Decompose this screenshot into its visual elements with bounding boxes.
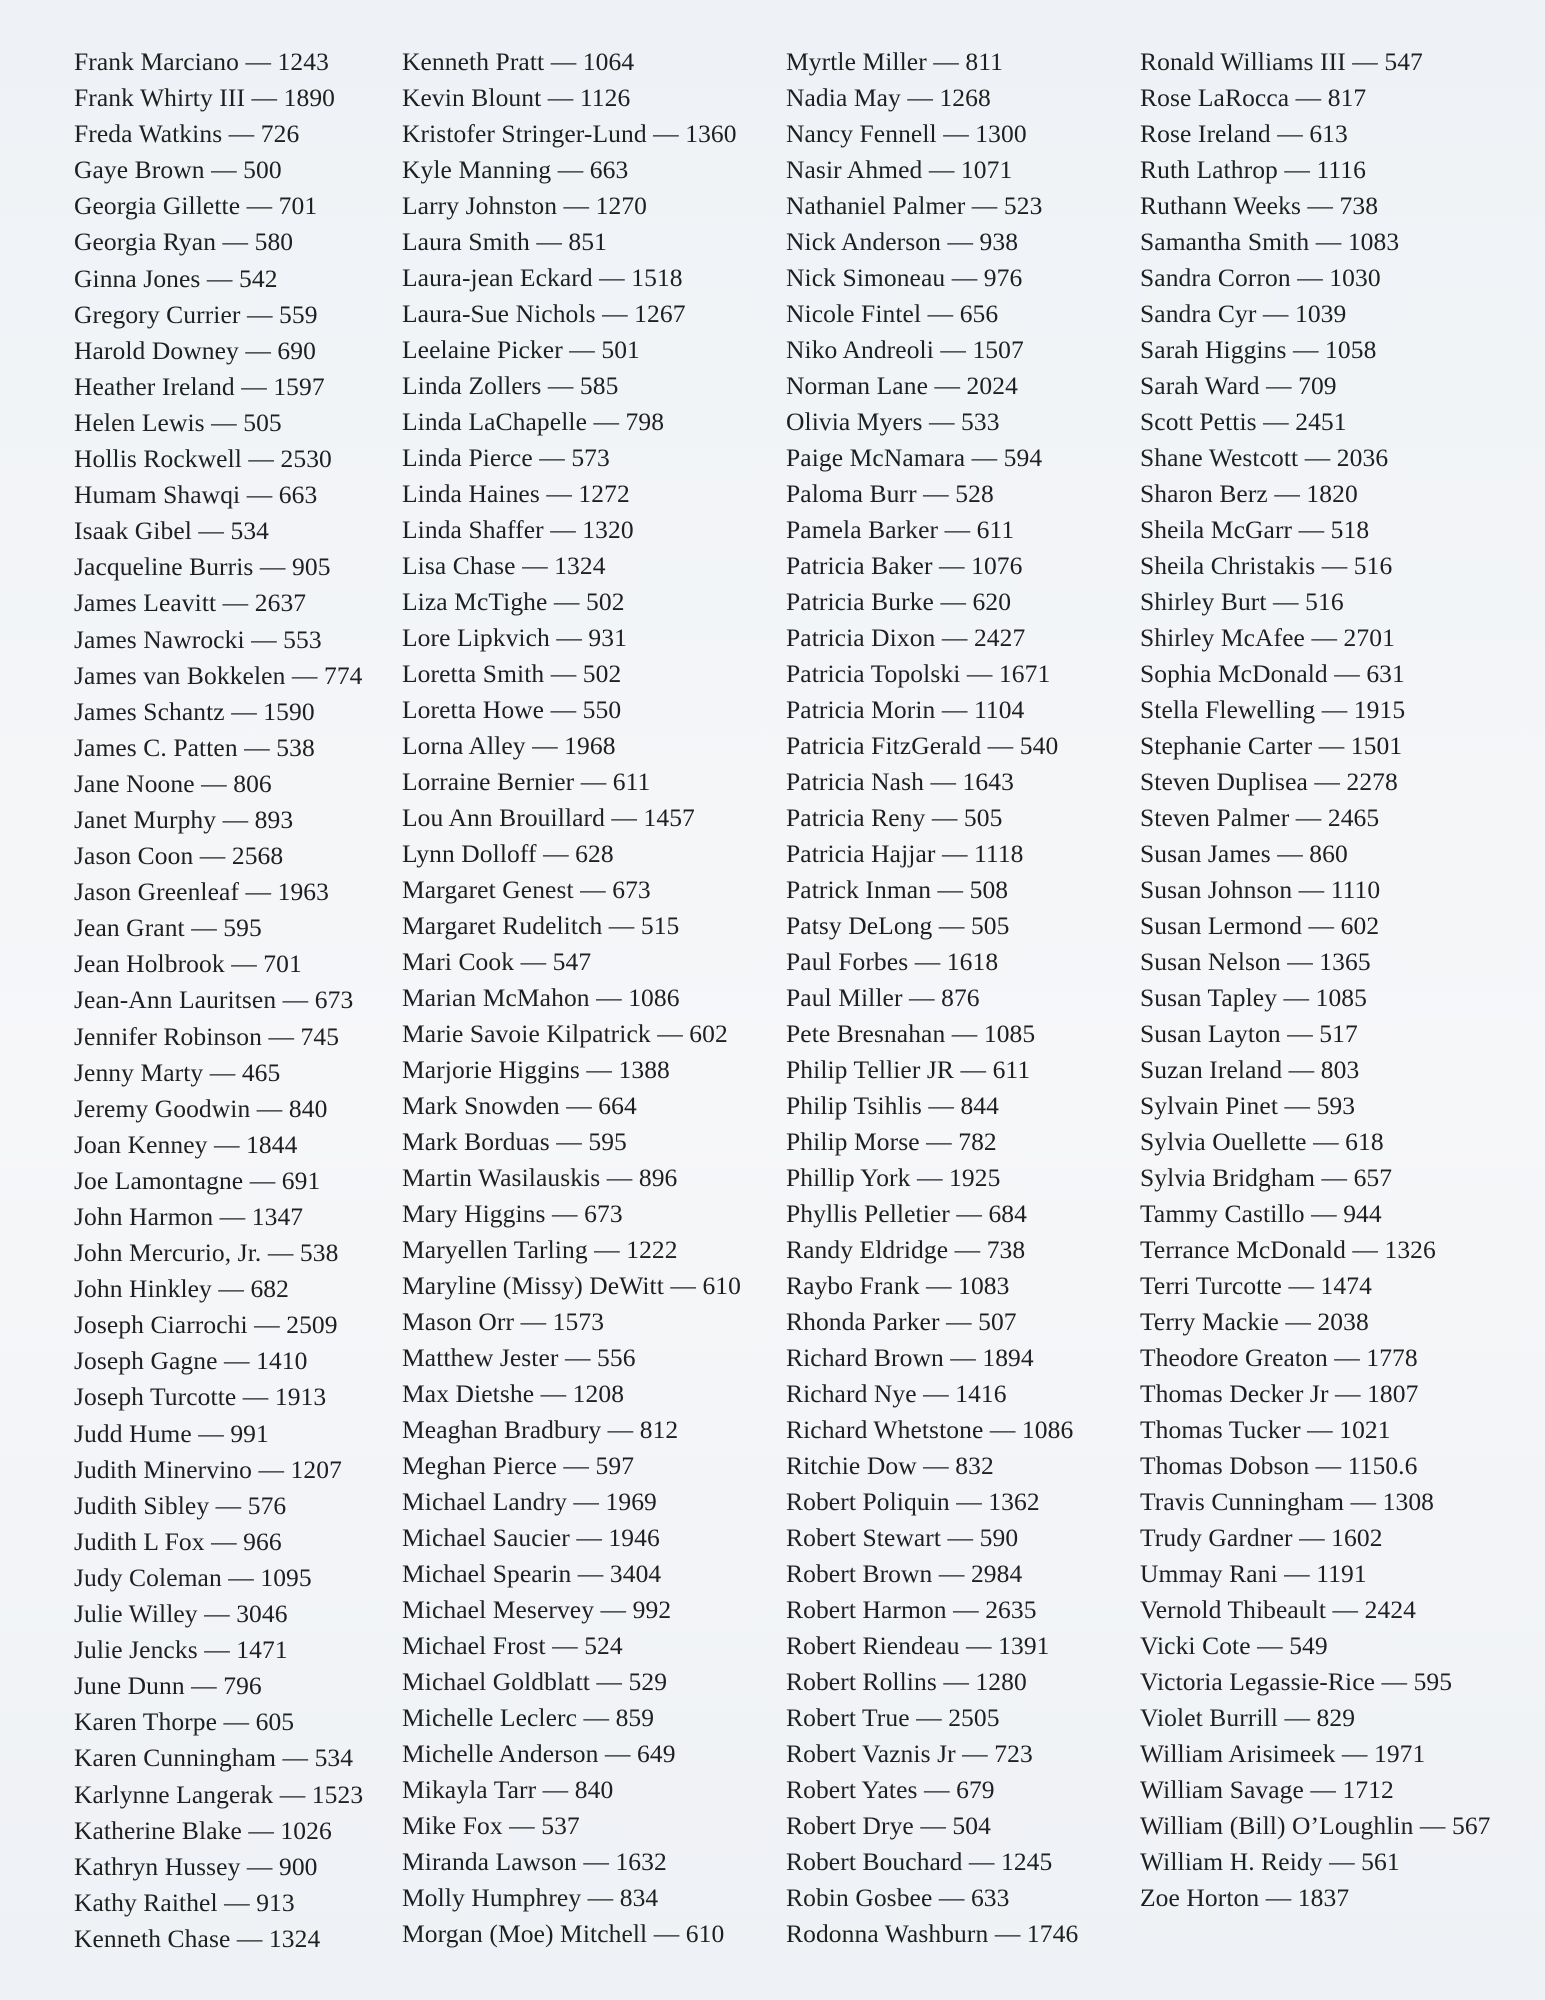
roster-entry: Paul Forbes — 1618	[786, 947, 999, 976]
roster-entry: Michelle Leclerc — 859	[402, 1703, 655, 1732]
roster-entry: Jason Coon — 2568	[74, 841, 284, 871]
roster-entry: Sandra Corron — 1030	[1140, 263, 1381, 292]
roster-entry: Patricia FitzGerald — 540	[786, 731, 1059, 760]
roster-entry: Margaret Genest — 673	[402, 875, 651, 904]
roster-entry: William Savage — 1712	[1140, 1775, 1394, 1804]
roster-entry: Loretta Howe — 550	[402, 695, 622, 724]
roster-entry: Judy Coleman — 1095	[74, 1562, 312, 1592]
roster-entry: Georgia Ryan — 580	[74, 227, 294, 257]
roster-entry: Victoria Legassie-Rice — 595	[1140, 1667, 1453, 1696]
roster-entry: Raybo Frank — 1083	[786, 1271, 1010, 1300]
roster-entry: Michael Spearin — 3404	[402, 1559, 662, 1588]
roster-entry: James Nawrocki — 553	[74, 624, 322, 654]
roster-entry: Randy Eldridge — 738	[786, 1235, 1026, 1264]
roster-entry: Judd Hume — 991	[74, 1418, 269, 1448]
roster-entry: Rose Ireland — 613	[1140, 119, 1348, 148]
roster-entry: Robert Stewart — 590	[786, 1523, 1019, 1552]
roster-entry: Humam Shawqi — 663	[74, 480, 318, 510]
roster-entry: Ummay Rani — 1191	[1140, 1559, 1367, 1588]
roster-entry: Paige McNamara — 594	[786, 443, 1043, 472]
roster-entry: Rhonda Parker — 507	[786, 1307, 1017, 1336]
roster-entry: Patricia Nash — 1643	[786, 767, 1014, 796]
roster-entry: Ginna Jones — 542	[74, 263, 278, 293]
roster-entry: Jane Noone — 806	[74, 768, 272, 798]
roster-entry: Patricia Dixon — 2427	[786, 623, 1026, 652]
roster-entry: Travis Cunningham — 1308	[1140, 1487, 1435, 1516]
roster-entry: Nasir Ahmed — 1071	[786, 155, 1013, 184]
roster-entry: Lorraine Bernier — 611	[402, 767, 651, 796]
roster-entry: Marian McMahon — 1086	[402, 983, 680, 1012]
roster-entry: Kathy Raithel — 913	[74, 1887, 295, 1917]
roster-column-3	[786, 44, 1078, 1952]
roster-entry: Robert Brown — 2984	[786, 1559, 1023, 1588]
roster-entry: John Harmon — 1347	[74, 1202, 304, 1231]
roster-entry: Linda Haines — 1272	[402, 479, 630, 508]
roster-entry: John Hinkley — 682	[74, 1274, 290, 1304]
roster-entry: Patricia Morin — 1104	[786, 695, 1025, 724]
roster-entry: Judith Sibley — 576	[74, 1490, 287, 1520]
roster-entry: Jeremy Goodwin — 840	[74, 1093, 328, 1123]
roster-entry: Robert Poliquin — 1362	[786, 1487, 1040, 1516]
roster-column-4	[1140, 44, 1491, 1916]
roster-entry: Matthew Jester — 556	[402, 1343, 636, 1372]
roster-entry: Maryellen Tarling — 1222	[402, 1235, 678, 1264]
roster-entry: John Mercurio, Jr. — 538	[74, 1238, 339, 1268]
roster-entry: William Arisimeek — 1971	[1140, 1739, 1426, 1768]
roster-entry: Harold Downey — 690	[74, 335, 316, 365]
roster-entry: Mary Higgins — 673	[402, 1199, 623, 1228]
roster-entry: Jean Grant — 595	[74, 913, 262, 943]
roster-entry: Lorna Alley — 1968	[402, 731, 616, 760]
roster-entry: Phyllis Pelletier — 684	[786, 1199, 1028, 1228]
roster-entry: Robert Yates — 679	[786, 1775, 995, 1804]
roster-entry: Loretta Smith — 502	[402, 659, 622, 688]
roster-entry: Joan Kenney — 1844	[74, 1129, 298, 1159]
roster-entry: Margaret Rudelitch — 515	[402, 911, 680, 940]
roster-entry: Karlynne Langerak — 1523	[74, 1779, 364, 1809]
roster-entry: June Dunn — 796	[74, 1671, 262, 1701]
roster-entry: Heather Ireland — 1597	[74, 371, 325, 401]
roster-entry: Vicki Cote — 549	[1140, 1631, 1328, 1660]
roster-entry: Thomas Dobson — 1150.6	[1140, 1451, 1418, 1480]
roster-entry: Kristofer Stringer-Lund — 1360	[402, 119, 737, 148]
roster-entry: Joseph Turcotte — 1913	[74, 1382, 327, 1412]
roster-entry: Philip Tsihlis — 844	[786, 1091, 999, 1120]
roster-entry: Shirley McAfee — 2701	[1140, 623, 1395, 652]
roster-entry: Mike Fox — 537	[402, 1811, 580, 1840]
roster-entry: Scott Pettis — 2451	[1140, 407, 1347, 436]
roster-entry: Ritchie Dow — 832	[786, 1451, 994, 1480]
roster-entry: Max Dietshe — 1208	[402, 1379, 625, 1408]
roster-entry: Paloma Burr — 528	[786, 479, 994, 508]
roster-entry: Jean-Ann Lauritsen — 673	[74, 985, 354, 1015]
roster-entry: Robert True — 2505	[786, 1703, 1000, 1732]
roster-entry: Nadia May — 1268	[786, 83, 991, 112]
roster-entry: Philip Morse — 782	[786, 1127, 997, 1156]
roster-entry: Linda Shaffer — 1320	[402, 515, 634, 544]
roster-entry: James Leavitt — 2637	[74, 588, 307, 618]
roster-entry: Ruthann Weeks — 738	[1140, 191, 1379, 220]
roster-entry: Judith L Fox — 966	[74, 1526, 282, 1556]
roster-entry: Sheila Christakis — 516	[1140, 551, 1393, 580]
roster-entry: Myrtle Miller — 811	[786, 47, 1003, 76]
roster-entry: Nick Simoneau — 976	[786, 263, 1023, 292]
roster-entry: Suzan Ireland — 803	[1140, 1055, 1360, 1084]
roster-entry: Michael Frost — 524	[402, 1631, 623, 1660]
roster-entry: Kenneth Chase — 1324	[74, 1923, 321, 1953]
roster-entry: Robert Harmon — 2635	[786, 1595, 1037, 1624]
roster-entry: Robert Vaznis Jr — 723	[786, 1739, 1033, 1768]
roster-entry: Olivia Myers — 533	[786, 407, 1000, 436]
roster-entry: Nathaniel Palmer — 523	[786, 191, 1043, 220]
roster-entry: Ruth Lathrop — 1116	[1140, 155, 1366, 184]
roster-entry: Steven Duplisea — 2278	[1140, 767, 1398, 796]
roster-entry: Patricia Hajjar — 1118	[786, 839, 1024, 868]
roster-entry: Shirley Burt — 516	[1140, 587, 1344, 616]
roster-entry: James C. Patten — 538	[74, 732, 315, 762]
roster-entry: Laura Smith — 851	[402, 227, 607, 256]
roster-entry: Hollis Rockwell — 2530	[74, 444, 332, 474]
roster-entry: Liza McTighe — 502	[402, 587, 625, 616]
roster-entry: Sharon Berz — 1820	[1140, 479, 1358, 508]
roster-entry: William H. Reidy — 561	[1140, 1847, 1400, 1876]
roster-entry: Frank Whirty III — 1890	[74, 83, 336, 113]
roster-entry: Jason Greenleaf — 1963	[74, 877, 329, 907]
roster-entry: Laura-Sue Nichols — 1267	[402, 299, 686, 328]
roster-entry: Gaye Brown — 500	[74, 155, 282, 185]
roster-entry: Helen Lewis — 505	[74, 407, 282, 437]
roster-entry: Susan James — 860	[1140, 839, 1348, 868]
roster-entry: Patricia Burke — 620	[786, 587, 1012, 616]
roster-entry: Michael Goldblatt — 529	[402, 1667, 668, 1696]
roster-entry: Robert Rollins — 1280	[786, 1667, 1027, 1696]
roster-entry: Sarah Higgins — 1058	[1140, 335, 1377, 364]
roster-entry: Patricia Baker — 1076	[786, 551, 1023, 580]
roster-entry: Michelle Anderson — 649	[402, 1739, 676, 1768]
roster-entry: Linda Zollers — 585	[402, 371, 619, 400]
roster-entry: Maryline (Missy) DeWitt — 610	[402, 1271, 741, 1300]
roster-entry: Shane Westcott — 2036	[1140, 443, 1389, 472]
roster-entry: Joseph Ciarrochi — 2509	[74, 1310, 338, 1340]
roster-entry: Linda Pierce — 573	[402, 443, 610, 472]
roster-entry: Morgan (Moe) Mitchell — 610	[402, 1919, 725, 1948]
roster-entry: Marjorie Higgins — 1388	[402, 1055, 670, 1084]
roster-entry: Robin Gosbee — 633	[786, 1883, 1010, 1912]
roster-entry: Kevin Blount — 1126	[402, 83, 631, 112]
roster-entry: Sophia McDonald — 631	[1140, 659, 1405, 688]
roster-entry: Mark Borduas — 595	[402, 1127, 627, 1156]
roster-entry: Jacqueline Burris — 905	[74, 552, 331, 582]
roster-entry: Sarah Ward — 709	[1140, 371, 1337, 400]
roster-entry: Lore Lipkvich — 931	[402, 623, 627, 652]
roster-entry: Nick Anderson — 938	[786, 227, 1019, 256]
roster-entry: Jean Holbrook — 701	[74, 949, 302, 979]
roster-entry: Linda LaChapelle — 798	[402, 407, 665, 436]
roster-entry: Joe Lamontagne — 691	[74, 1165, 321, 1195]
roster-entry: Lynn Dolloff — 628	[402, 839, 614, 868]
roster-entry: Robert Riendeau — 1391	[786, 1631, 1050, 1660]
roster-entry: Terrance McDonald — 1326	[1140, 1235, 1436, 1264]
roster-entry: Miranda Lawson — 1632	[402, 1847, 667, 1876]
roster-entry: Karen Thorpe — 605	[74, 1707, 295, 1737]
roster-entry: Rodonna Washburn — 1746	[786, 1919, 1079, 1948]
roster-entry: Philip Tellier JR — 611	[786, 1055, 1031, 1084]
roster-entry: Vernold Thibeault — 2424	[1140, 1595, 1417, 1624]
roster-entry: Katherine Blake — 1026	[74, 1815, 332, 1845]
roster-entry: Terry Mackie — 2038	[1140, 1307, 1369, 1336]
roster-entry: Julie Jencks — 1471	[74, 1635, 288, 1665]
roster-entry: Norman Lane — 2024	[786, 371, 1018, 400]
roster-entry: Laura-jean Eckard — 1518	[402, 263, 683, 292]
roster-entry: Richard Nye — 1416	[786, 1379, 1007, 1408]
roster-entry: Theodore Greaton — 1778	[1140, 1343, 1418, 1372]
roster-entry: Freda Watkins — 726	[74, 119, 300, 149]
roster-entry: Kenneth Pratt — 1064	[402, 47, 635, 76]
roster-entry: Patsy DeLong — 505	[786, 911, 1010, 940]
roster-entry: Sheila McGarr — 518	[1140, 515, 1370, 544]
roster-entry: Susan Layton — 517	[1140, 1019, 1358, 1048]
roster-entry: Michael Meservey — 992	[402, 1595, 672, 1624]
roster-entry: Joseph Gagne — 1410	[74, 1346, 308, 1376]
roster-entry: Michael Landry — 1969	[402, 1487, 657, 1516]
roster-entry: Michael Saucier — 1946	[402, 1523, 660, 1552]
roster-entry: James Schantz — 1590	[74, 696, 315, 726]
roster-entry: Jenny Marty — 465	[74, 1057, 281, 1087]
roster-column-2	[402, 44, 741, 1952]
roster-entry: Robert Drye — 504	[786, 1811, 991, 1840]
roster-entry: Molly Humphrey — 834	[402, 1883, 659, 1912]
roster-entry: Thomas Decker Jr — 1807	[1140, 1379, 1419, 1408]
roster-entry: Zoe Horton — 1837	[1140, 1883, 1350, 1912]
roster-entry: Leelaine Picker — 501	[402, 335, 640, 364]
roster-entry: Violet Burrill — 829	[1140, 1703, 1356, 1732]
roster-entry: Sylvain Pinet — 593	[1140, 1091, 1356, 1120]
roster-entry: Martin Wasilauskis — 896	[402, 1163, 678, 1192]
roster-entry: Mason Orr — 1573	[402, 1307, 605, 1336]
roster-entry: Tammy Castillo — 944	[1140, 1199, 1382, 1228]
roster-entry: Stephanie Carter — 1501	[1140, 731, 1403, 760]
roster-entry: Marie Savoie Kilpatrick — 602	[402, 1019, 728, 1048]
roster-entry: Trudy Gardner — 1602	[1140, 1523, 1383, 1552]
roster-entry: Kathryn Hussey — 900	[74, 1851, 318, 1881]
roster-entry: Pamela Barker — 611	[786, 515, 1015, 544]
roster-entry: Gregory Currier — 559	[74, 299, 318, 329]
roster-entry: Lisa Chase — 1324	[402, 551, 606, 580]
roster-entry: Georgia Gillette — 701	[74, 191, 318, 221]
roster-entry: Meghan Pierce — 597	[402, 1451, 635, 1480]
roster-entry: Nicole Fintel — 656	[786, 299, 999, 328]
roster-entry: Susan Nelson — 1365	[1140, 947, 1371, 976]
roster-entry: Paul Miller — 876	[786, 983, 980, 1012]
roster-column-1	[74, 44, 363, 1957]
roster-entry: Samantha Smith — 1083	[1140, 227, 1400, 256]
roster-entry: Steven Palmer — 2465	[1140, 803, 1380, 832]
roster-entry: Richard Brown — 1894	[786, 1343, 1034, 1372]
roster-entry: Thomas Tucker — 1021	[1140, 1415, 1391, 1444]
roster-entry: Susan Tapley — 1085	[1140, 983, 1368, 1012]
roster-entry: Sandra Cyr — 1039	[1140, 299, 1347, 328]
roster-entry: Julie Willey — 3046	[74, 1599, 288, 1629]
roster-entry: Ronald Williams III — 547	[1140, 47, 1423, 76]
roster-entry: Mari Cook — 547	[402, 947, 592, 976]
roster-entry: Mikayla Tarr — 840	[402, 1775, 614, 1804]
roster-entry: Pete Bresnahan — 1085	[786, 1019, 1036, 1048]
roster-entry: Lou Ann Brouillard — 1457	[402, 803, 695, 832]
roster-entry: Richard Whetstone — 1086	[786, 1415, 1074, 1444]
roster-entry: Sylvia Bridgham — 657	[1140, 1163, 1393, 1192]
roster-entry: William (Bill) O’Loughlin — 567	[1140, 1811, 1491, 1840]
roster-entry: Mark Snowden — 664	[402, 1091, 637, 1120]
roster-entry: Sylvia Ouellette — 618	[1140, 1127, 1384, 1156]
roster-entry: Susan Johnson — 1110	[1140, 875, 1381, 904]
roster-entry: Patricia Topolski — 1671	[786, 659, 1051, 688]
roster-entry: Judith Minervino — 1207	[74, 1454, 342, 1484]
roster-entry: Jennifer Robinson — 745	[74, 1021, 340, 1051]
roster-entry: Niko Andreoli — 1507	[786, 335, 1024, 364]
roster-entry: Kyle Manning — 663	[402, 155, 629, 184]
roster-entry: Phillip York — 1925	[786, 1163, 1001, 1192]
roster-entry: Susan Lermond — 602	[1140, 911, 1380, 940]
roster-entry: Rose LaRocca — 817	[1140, 83, 1367, 112]
roster-entry: Karen Cunningham — 534	[74, 1743, 354, 1773]
roster-entry: Patricia Reny — 505	[786, 803, 1003, 832]
roster-entry: Meaghan Bradbury — 812	[402, 1415, 679, 1444]
roster-entry: Nancy Fennell — 1300	[786, 119, 1027, 148]
roster-entry: Larry Johnston — 1270	[402, 191, 648, 220]
roster-entry: Stella Flewelling — 1915	[1140, 695, 1406, 724]
roster-entry: Robert Bouchard — 1245	[786, 1847, 1053, 1876]
roster-entry: Isaak Gibel — 534	[74, 516, 270, 546]
roster-entry: Terri Turcotte — 1474	[1140, 1271, 1372, 1300]
roster-entry: Patrick Inman — 508	[786, 875, 1009, 904]
roster-entry: James van Bokkelen — 774	[74, 660, 363, 690]
roster-entry: Janet Murphy — 893	[74, 804, 294, 834]
roster-entry: Frank Marciano — 1243	[74, 47, 329, 76]
